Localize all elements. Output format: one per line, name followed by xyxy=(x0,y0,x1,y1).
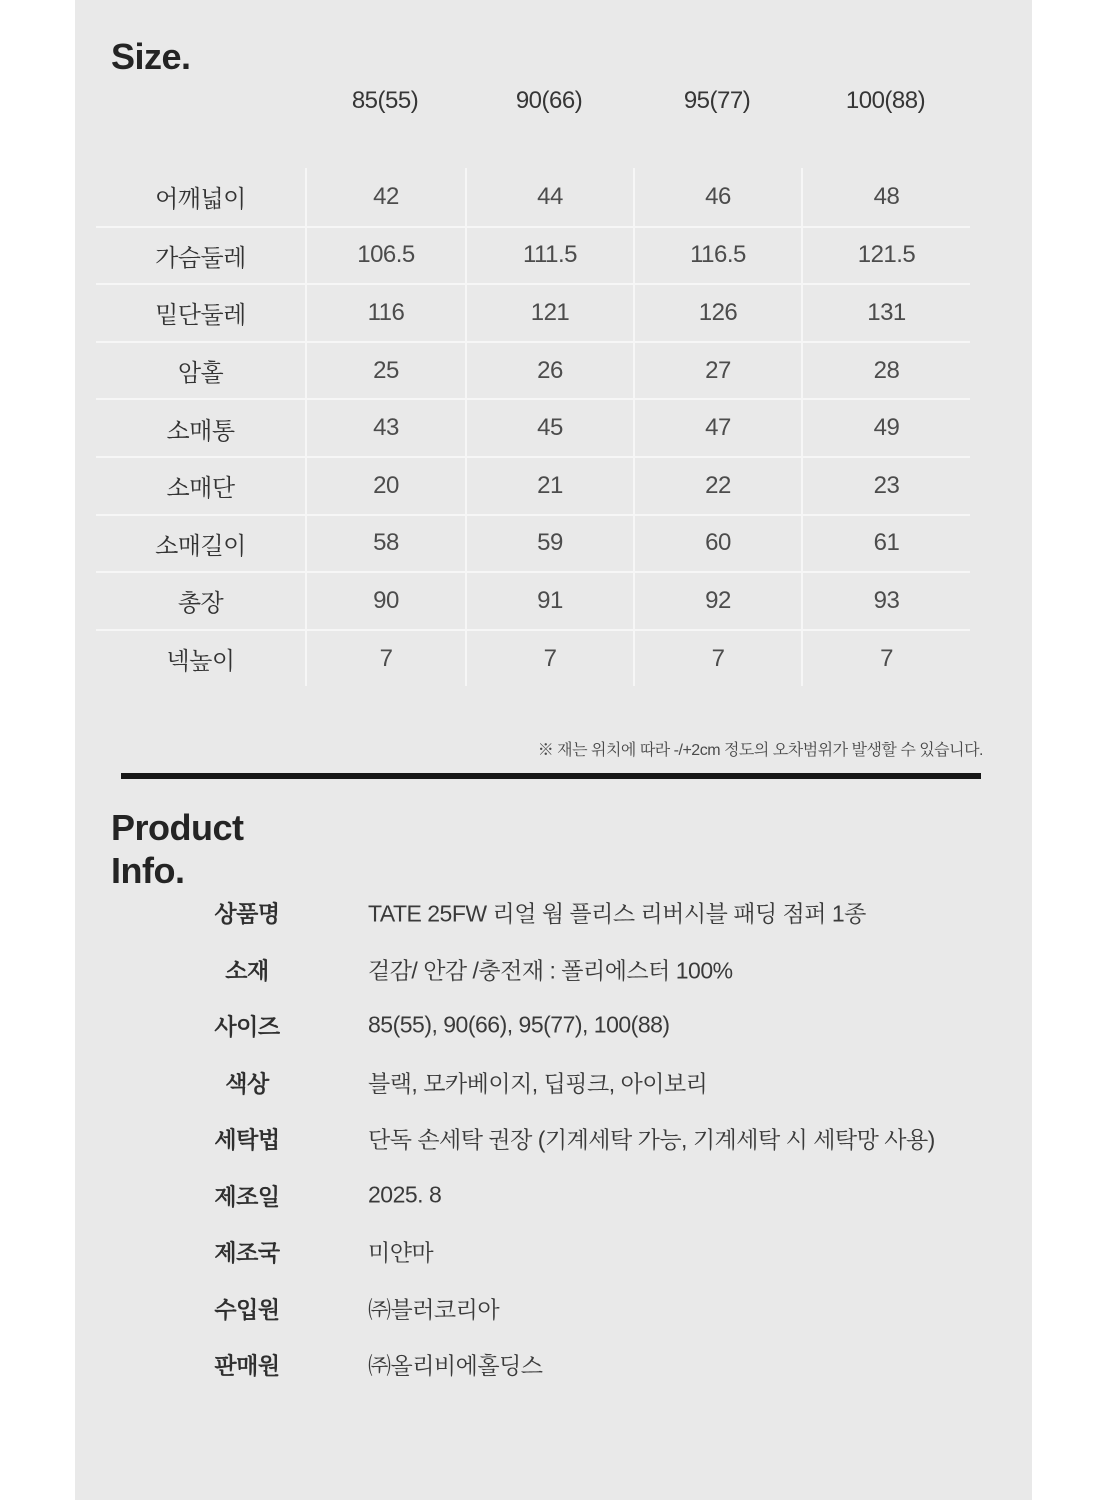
size-cell: 61 xyxy=(801,514,970,572)
size-table-header xyxy=(96,79,970,123)
size-cell: 43 xyxy=(305,398,465,456)
size-cell: 45 xyxy=(465,398,633,456)
size-cell: 60 xyxy=(633,514,801,572)
size-cell: 47 xyxy=(633,398,801,456)
product-info-label: 상품명 xyxy=(214,900,280,927)
measurement-tolerance-note: ※ 재는 위치에 따라 -/+2cm 정도의 오차범위가 발생할 수 있습니다. xyxy=(537,742,983,759)
size-cell: 111.5 xyxy=(465,226,633,284)
size-cell: 121.5 xyxy=(801,226,970,284)
size-cell: 25 xyxy=(305,341,465,399)
size-cell: 121 xyxy=(465,283,633,341)
size-column-header: 95(77) xyxy=(683,87,751,114)
size-cell: 116.5 xyxy=(633,226,801,284)
size-column-header: 85(55) xyxy=(351,87,419,114)
size-cell: 44 xyxy=(465,168,633,226)
product-info-value: ㈜블러코리아 xyxy=(368,1296,500,1323)
product-info-row xyxy=(75,1110,1032,1167)
size-row-label: 소매길이 xyxy=(96,514,305,572)
size-row-label: 어깨넓이 xyxy=(155,186,246,214)
size-cell: 126 xyxy=(633,283,801,341)
size-cell: 22 xyxy=(633,456,801,514)
size-cell: 26 xyxy=(465,341,633,399)
product-info-label: 제조일 xyxy=(214,1183,280,1210)
size-row-label: 밑단둘레 xyxy=(96,283,305,341)
product-info-label: 제조국 xyxy=(214,1239,280,1266)
product-info-row xyxy=(75,997,1032,1054)
product-info-value: 미얀마 xyxy=(368,1239,434,1266)
size-cell: 116 xyxy=(305,283,465,341)
size-row-label: 소매통 xyxy=(96,398,305,456)
size-cell: 92 xyxy=(633,571,801,629)
size-cell: 93 xyxy=(801,571,970,629)
product-info-value: TATE 25FW 리얼 웜 플리스 리버시블 패딩 점퍼 1종 xyxy=(368,900,866,927)
product-info-label: 세탁법 xyxy=(214,1126,280,1153)
size-cell: 27 xyxy=(633,341,801,399)
product-info-row xyxy=(75,1280,1032,1337)
size-row-label: 총장 xyxy=(96,571,305,629)
size-cell: 42 xyxy=(305,168,465,226)
size-cell: 7 xyxy=(801,629,970,687)
size-row-label: 넥높이 xyxy=(96,629,305,687)
product-info-title-line1: Product xyxy=(111,807,244,848)
product-info-row xyxy=(75,1336,1032,1393)
size-cell: 58 xyxy=(305,514,465,572)
product-info-list xyxy=(75,884,1032,1393)
section-divider xyxy=(121,773,981,779)
product-info-title xyxy=(111,806,244,892)
product-info-value: 단독 손세탁 권장 (기계세탁 가능, 기계세탁 시 세탁망 사용) xyxy=(368,1126,935,1153)
size-cell: 21 xyxy=(465,456,633,514)
content-panel xyxy=(75,0,1032,1500)
size-cell: 49 xyxy=(801,398,970,456)
product-info-value: 85(55), 90(66), 95(77), 100(88) xyxy=(368,1011,670,1038)
size-cell: 106.5 xyxy=(305,226,465,284)
product-info-value: 2025. 8 xyxy=(368,1181,442,1208)
size-cell: 46 xyxy=(633,168,801,226)
size-cell: 59 xyxy=(465,514,633,572)
size-cell: 131 xyxy=(801,283,970,341)
product-info-title-line2: Info. xyxy=(111,850,185,892)
size-cell: 91 xyxy=(465,571,633,629)
size-cell: 20 xyxy=(305,456,465,514)
size-row-label: 암홀 xyxy=(96,341,305,399)
product-info-row xyxy=(75,1167,1032,1224)
size-cell: 23 xyxy=(801,456,970,514)
product-info-label: 판매원 xyxy=(214,1352,280,1379)
size-cell: 7 xyxy=(633,629,801,687)
product-info-label: 소재 xyxy=(225,957,269,984)
product-info-label: 수입원 xyxy=(214,1296,280,1323)
product-info-value: 블랙, 모카베이지, 딥핑크, 아이보리 xyxy=(368,1070,708,1097)
size-cell: 7 xyxy=(465,629,633,687)
size-cell: 48 xyxy=(801,168,970,226)
product-info-row xyxy=(75,1223,1032,1280)
size-header-spacer xyxy=(96,79,305,123)
product-info-value: ㈜올리비에홀딩스 xyxy=(368,1352,543,1379)
size-row-label: 소매단 xyxy=(96,456,305,514)
size-row-label: 가슴둘레 xyxy=(96,226,305,284)
size-column-header: 90(66) xyxy=(515,87,583,114)
product-info-row xyxy=(75,884,1032,941)
product-info-row xyxy=(75,1054,1032,1111)
size-table xyxy=(96,168,970,686)
size-cell: 90 xyxy=(305,571,465,629)
size-section-title: Size. xyxy=(111,36,191,77)
product-info-value: 겉감/ 안감 /충전재 : 폴리에스터 100% xyxy=(368,957,733,984)
size-cell: 28 xyxy=(801,341,970,399)
product-info-label: 사이즈 xyxy=(214,1013,280,1040)
size-column-header: 100(88) xyxy=(845,87,926,114)
size-cell: 7 xyxy=(305,629,465,687)
product-info-label: 색상 xyxy=(225,1070,269,1097)
product-info-row xyxy=(75,941,1032,998)
